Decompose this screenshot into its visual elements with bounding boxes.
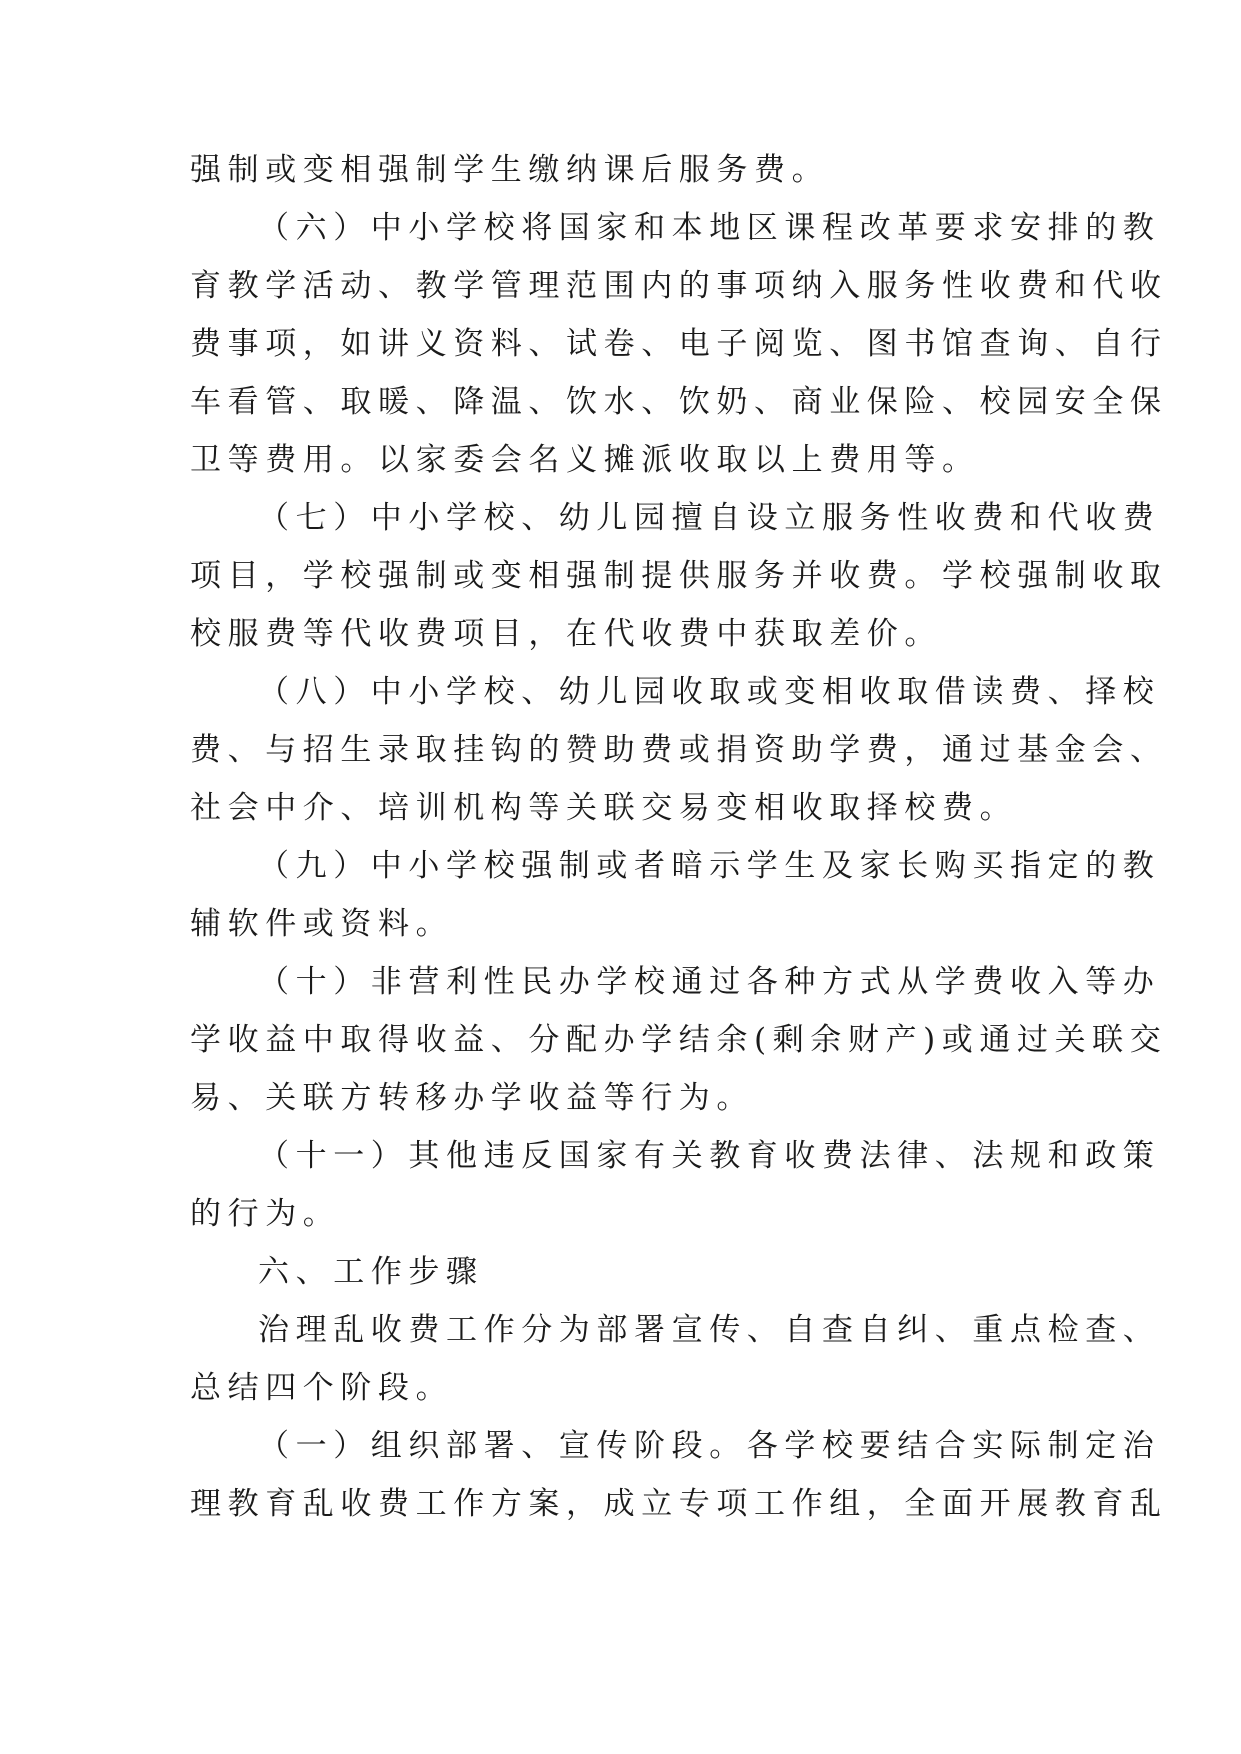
paragraph-line: 费事项，如讲义资料、试卷、电子阅览、图书馆查询、自行 xyxy=(190,326,1168,362)
paragraph-line: 卫等费用。以家委会名义摊派收取以上费用等。 xyxy=(190,442,980,478)
paragraph-line: 项目，学校强制或变相强制提供服务并收费。学校强制收取 xyxy=(190,558,1168,594)
paragraph-line: （十一）其他违反国家有关教育收费法律、法规和政策 xyxy=(258,1138,1161,1174)
paragraph-line: （一）组织部署、宣传阶段。各学校要结合实际制定治 xyxy=(258,1428,1161,1464)
paragraph-line: （十）非营利性民办学校通过各种方式从学费收入等办 xyxy=(258,964,1161,1000)
paragraph-line: （七）中小学校、幼儿园擅自设立服务性收费和代收费 xyxy=(258,500,1161,536)
paragraph-line: 校服费等代收费项目，在代收费中获取差价。 xyxy=(190,616,942,652)
paragraph-line: 辅软件或资料。 xyxy=(190,906,454,942)
section-heading: 六、工作步骤 xyxy=(258,1254,484,1290)
paragraph-line: 易、关联方转移办学收益等行为。 xyxy=(190,1080,754,1116)
paragraph-line: 学收益中取得收益、分配办学结余(剩余财产)或通过关联交 xyxy=(190,1022,1168,1058)
paragraph-line: 强制或变相强制学生缴纳课后服务费。 xyxy=(190,152,830,188)
paragraph-line: 社会中介、培训机构等关联交易变相收取择校费。 xyxy=(190,790,1018,826)
paragraph-line: 理教育乱收费工作方案，成立专项工作组，全面开展教育乱 xyxy=(190,1486,1168,1522)
paragraph-line: （九）中小学校强制或者暗示学生及家长购买指定的教 xyxy=(258,848,1161,884)
paragraph-line: 育教学活动、教学管理范围内的事项纳入服务性收费和代收 xyxy=(190,268,1168,304)
paragraph-line: 车看管、取暖、降温、饮水、饮奶、商业保险、校园安全保 xyxy=(190,384,1168,420)
paragraph-line: 总结四个阶段。 xyxy=(190,1370,454,1406)
paragraph-line: （六）中小学校将国家和本地区课程改革要求安排的教 xyxy=(258,210,1161,246)
paragraph-line: 治理乱收费工作分为部署宣传、自查自纠、重点检查、 xyxy=(258,1312,1161,1348)
paragraph-line: 的行为。 xyxy=(190,1196,341,1232)
paragraph-line: 费、与招生录取挂钩的赞助费或捐资助学费，通过基金会、 xyxy=(190,732,1168,768)
paragraph-line: （八）中小学校、幼儿园收取或变相收取借读费、择校 xyxy=(258,674,1161,710)
